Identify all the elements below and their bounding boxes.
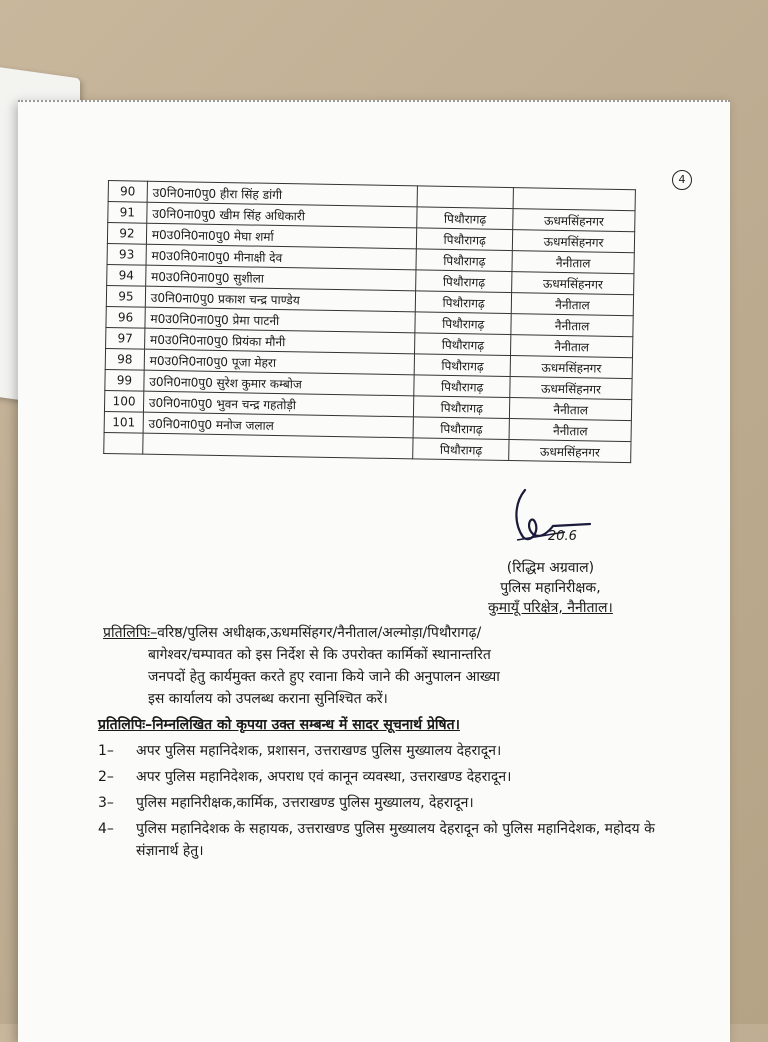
serial-cell: 99 <box>105 369 144 391</box>
signatory-office: कुमायूँ परिक्षेत्र, नैनीताल। <box>488 600 613 616</box>
list-item-number: 1– <box>98 743 114 759</box>
serial-cell: 97 <box>106 327 145 349</box>
serial-cell: 91 <box>108 202 147 224</box>
to-district-cell: नैनीताल <box>511 335 633 358</box>
signature-block <box>488 482 613 618</box>
name-cell: उ0नि0ना0पु0 मनोज जलाल <box>143 412 414 438</box>
name-cell <box>143 433 414 459</box>
to-district-cell: नैनीताल <box>512 251 634 274</box>
name-cell: उ0नि0ना0पु0 हीरा सिंह डांगी <box>147 181 418 207</box>
to-district-cell: ऊधमसिंहनगर <box>509 440 631 463</box>
copy-heading: प्रतिलिपिः–निम्नलिखित को कृपया उक्त सम्बन्ध में सादर सूचनार्थ प्रेषित। <box>98 717 460 733</box>
list-item <box>98 792 698 814</box>
from-district-cell: पिथौरागढ़ <box>416 291 512 314</box>
name-cell: म0उ0नि0ना0पु0 प्रेमा पाटनी <box>145 307 416 333</box>
name-cell: म0उ0नि0ना0पु0 मीनाक्षी देव <box>146 244 417 270</box>
list-item-text: पुलिस महानिदेशक के सहायक, उत्तराखण्ड पुलिस मुख्यालय देहरादून को पुलिस महानिदेशक, महोदय के संज्ञानार्थ हेतु। <box>136 821 655 859</box>
list-item-number: 4– <box>98 821 114 837</box>
name-cell: उ0नि0ना0पु0 भुवन चन्द्र गहतोड़ी <box>143 391 414 417</box>
copy-line: इस कार्यालय को उपलब्ध कराना सुनिश्चित करें। <box>148 691 388 707</box>
list-item-number: 3– <box>98 795 114 811</box>
copy-to-districts <box>103 622 663 710</box>
document-page <box>18 100 730 1042</box>
from-district-cell <box>417 186 513 209</box>
to-district-cell: नैनीताल <box>510 398 632 421</box>
serial-cell: 98 <box>105 348 144 370</box>
copy-line: जनपदों हेतु कार्यमुक्त करते हुए रवाना किये जाने की अनुपालन आख्या <box>148 669 500 685</box>
from-district-cell: पिथौरागढ़ <box>414 396 510 419</box>
list-item-number: 2– <box>98 769 114 785</box>
from-district-cell: पिथौरागढ़ <box>415 333 511 356</box>
list-item <box>98 740 698 762</box>
to-district-cell: नैनीताल <box>511 314 633 337</box>
name-cell: उ0नि0ना0पु0 प्रकाश चन्द्र पाण्डेय <box>145 286 416 312</box>
name-cell: म0उ0नि0ना0पु0 सुशीला <box>146 265 417 291</box>
from-district-cell: पिथौरागढ़ <box>413 417 509 440</box>
from-district-cell: पिथौरागढ़ <box>416 249 512 272</box>
name-cell: उ0नि0ना0पु0 सुरेश कुमार कम्बोज <box>144 370 415 396</box>
from-district-cell: पिथौरागढ़ <box>416 270 512 293</box>
name-cell: उ0नि0ना0पु0 खीम सिंह अधिकारी <box>147 202 418 228</box>
to-district-cell: ऊधमसिंहनगर <box>513 230 635 253</box>
signatory-name: (रिद्धिम अग्रवाल) <box>506 560 595 576</box>
recipient-list <box>98 740 698 862</box>
copy-line: बागेश्वर/चम्पावत को इस निर्देश से कि उपरोक्त कार्मिकों स्थानान्तरित <box>148 647 491 663</box>
list-item <box>98 766 698 788</box>
serial-cell: 95 <box>106 285 145 307</box>
serial-cell: 96 <box>106 306 145 328</box>
from-district-cell: पिथौरागढ़ <box>415 312 511 335</box>
from-district-cell: पिथौरागढ़ <box>417 207 513 230</box>
to-district-cell: नैनीताल <box>511 293 633 316</box>
to-district-cell: ऊधमसिंहनगर <box>510 377 632 400</box>
to-district-cell <box>513 188 635 211</box>
list-item-text: अपर पुलिस महानिदेशक, प्रशासन, उत्तराखण्ड पुलिस मुख्यालय देहरादून। <box>136 743 502 759</box>
copy-label: प्रतिलिपिः– <box>103 625 158 641</box>
to-district-cell: ऊधमसिंहनगर <box>512 272 634 295</box>
serial-cell: 101 <box>104 411 143 433</box>
from-district-cell: पिथौरागढ़ <box>413 438 509 461</box>
name-cell: म0उ0नि0ना0पु0 पूजा मेहरा <box>144 349 415 375</box>
serial-cell: 100 <box>104 390 143 412</box>
from-district-cell: पिथौरागढ़ <box>414 375 510 398</box>
from-district-cell: पिथौरागढ़ <box>414 354 510 377</box>
serial-cell: 94 <box>107 264 146 286</box>
list-item-text: पुलिस महानिरीक्षक,कार्मिक, उत्तराखण्ड पुलिस मुख्यालय, देहरादून। <box>136 795 474 811</box>
transfer-table <box>103 180 636 463</box>
serial-cell: 93 <box>107 243 146 265</box>
copy-line: वरिष्ठ/पुलिस अधीक्षक,ऊधमसिंहगर/नैनीताल/अल्मोड़ा/पिथौरागढ़/ <box>157 625 482 641</box>
page-number: 4 <box>672 170 692 190</box>
signature-date: 20.6 <box>548 529 577 544</box>
to-district-cell: ऊधमसिंहनगर <box>510 356 632 379</box>
serial-cell: 92 <box>107 223 146 245</box>
copy-for-information <box>98 714 698 862</box>
serial-cell: 90 <box>108 181 147 203</box>
serial-cell <box>104 432 143 454</box>
name-cell: म0उ0नि0ना0पु0 प्रियंका मौनी <box>144 328 415 354</box>
list-item-text: अपर पुलिस महानिदेशक, अपराध एवं कानून व्यवस्था, उत्तराखण्ड देहरादून। <box>136 769 512 785</box>
signatory-designation: पुलिस महानिरीक्षक, <box>500 580 601 596</box>
list-item <box>98 818 698 862</box>
from-district-cell: पिथौरागढ़ <box>417 228 513 251</box>
to-district-cell: ऊधमसिंहनगर <box>513 209 635 232</box>
to-district-cell: नैनीताल <box>509 419 631 442</box>
name-cell: म0उ0नि0ना0पु0 मेघा शर्मा <box>146 223 417 249</box>
